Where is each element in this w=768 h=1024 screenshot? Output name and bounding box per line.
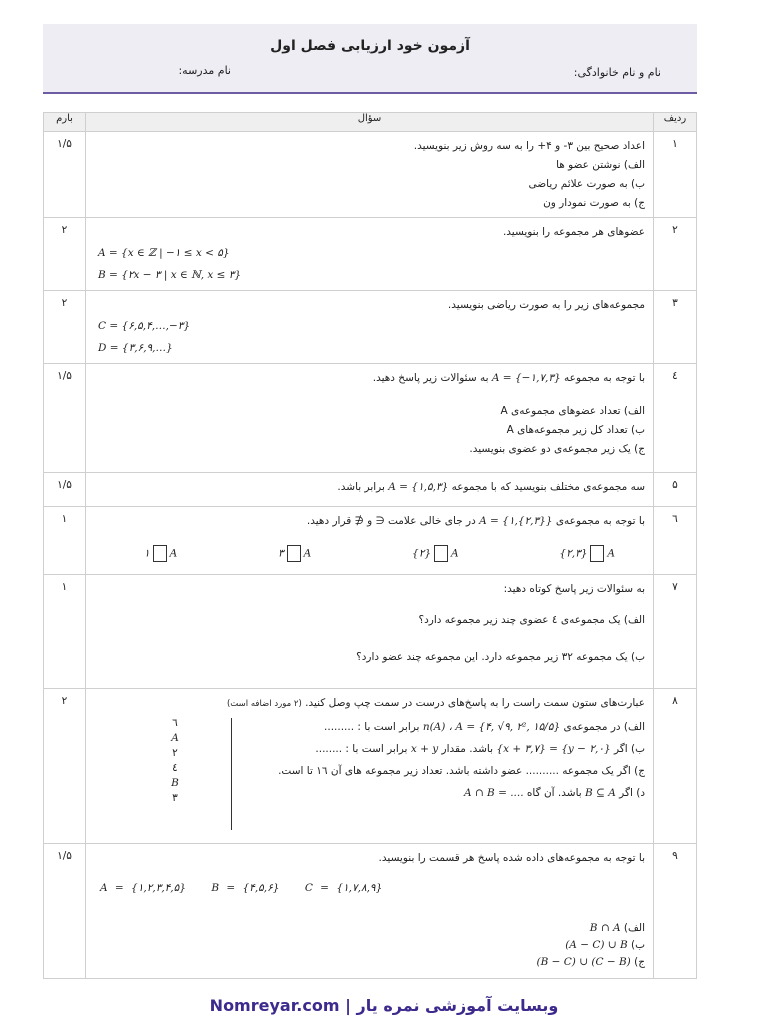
- question-text-post: در جای خالی علامت ∈ و ∉ قرار دهید.: [306, 515, 476, 527]
- question-row-1: [44, 132, 697, 218]
- set-a: A = {۱,{۲,۳}}: [479, 515, 553, 527]
- set-d: D = {۳,۶,۹,…}: [98, 342, 173, 354]
- question-row-2: [44, 218, 697, 291]
- question-score: ۱/۵: [44, 364, 86, 473]
- membership-item-2: ۳ A: [278, 545, 311, 562]
- exam-table: [43, 112, 697, 979]
- answer-box[interactable]: [590, 545, 604, 562]
- set-a: A = {۱,۲,۳,۴,۵}: [100, 882, 186, 894]
- student-name-label: نام و نام خانوادگی:: [573, 66, 661, 79]
- answer-option[interactable]: ۳: [172, 792, 178, 804]
- question-score: ۱: [44, 575, 86, 689]
- header-question: سؤال: [86, 113, 654, 132]
- answer-box[interactable]: [287, 545, 301, 562]
- question-part-c: ج) (B − C) ∪ (C − B): [536, 956, 645, 968]
- membership-item-4: {۲,۳} A: [559, 545, 615, 562]
- set-definition-b: B = {۲x − ۳ | x ∈ ℕ, x ≤ ۳}: [98, 269, 242, 281]
- question-cell: [86, 507, 654, 575]
- matching-answers: [160, 716, 190, 806]
- question-score: ۱: [44, 507, 86, 575]
- question-number: ٤: [654, 364, 697, 473]
- question-text: عبارت‌های ستون سمت راست را به پاسخ‌های درست در سمت چپ وصل کنید. (۲ مورد اضافه است): [226, 697, 645, 709]
- question-text: اعداد صحیح بین ۳- و ۴+ را به سه روش زیر بنویسید.: [413, 140, 645, 152]
- question-text-pre: سه مجموعه‌ی مختلف بنویسید که با مجموعه: [451, 481, 645, 493]
- question-score: ۲: [44, 218, 86, 291]
- exam-header: [43, 24, 697, 94]
- question-number: ۸: [654, 689, 697, 844]
- question-part-a: الف) یک مجموعه‌ی ٤ عضوی چند زیر مجموعه دارد؟: [418, 614, 645, 626]
- membership-items: [94, 531, 645, 564]
- question-text: به سئوالات زیر پاسخ کوتاه دهید:: [503, 583, 645, 595]
- answer-box[interactable]: [153, 545, 167, 562]
- question-row-4: [44, 364, 697, 473]
- question-cell: [86, 291, 654, 364]
- question-part-c: ج) یک زیر مجموعه‌ی دو عضوی بنویسید.: [469, 443, 645, 455]
- question-score: ۱/۵: [44, 844, 86, 979]
- question-row-6: [44, 507, 697, 575]
- question-number: ۷: [654, 575, 697, 689]
- statement-d: د) اگر B ⊆ A باشد. آن گاه A ∩ B = ....: [463, 787, 645, 799]
- question-number: ۱: [654, 132, 697, 218]
- question-text: [94, 478, 645, 497]
- given-sets: [94, 868, 645, 920]
- question-part-c: ج) به صورت نمودار ون: [543, 197, 645, 209]
- question-part-a: الف) تعداد عضوهای مجموعه‌ی A: [500, 405, 645, 417]
- question-row-7: [44, 575, 697, 689]
- question-cell: [86, 473, 654, 507]
- table-header-row: [44, 113, 697, 132]
- question-cell: [86, 844, 654, 979]
- set-a: A = {−۱,۷,۳}: [491, 372, 561, 384]
- exam-title: آزمون خود ارزیابی فصل اول: [270, 38, 470, 54]
- question-score: ۲: [44, 291, 86, 364]
- question-part-b: ب) به صورت علائم ریاضی: [528, 178, 645, 190]
- question-part-b: ب) تعداد کل زیر مجموعه‌های A: [506, 424, 645, 436]
- question-number: ۵: [654, 473, 697, 507]
- question-score: ۱/۵: [44, 473, 86, 507]
- matching-divider: [231, 718, 232, 830]
- question-cell: [86, 364, 654, 473]
- question-score: ۲: [44, 689, 86, 844]
- membership-item-1: ۱ A: [144, 545, 177, 562]
- question-number: ٦: [654, 507, 697, 575]
- question-number: ۲: [654, 218, 697, 291]
- question-cell: [86, 689, 654, 844]
- question-part-a: الف) نوشتن عضو ها: [556, 159, 645, 171]
- question-text: [94, 369, 645, 388]
- answer-option[interactable]: B: [171, 777, 179, 789]
- question-part-a: الف) B ∩ A: [589, 922, 645, 934]
- statement-a: الف) در مجموعه‌ی A = {۴, √۹, ۲², ۱۵/۵} n(A) ، برابر است با : .........: [324, 721, 645, 733]
- question-text: مجموعه‌های زیر را به صورت ریاضی بنویسید.: [447, 299, 645, 311]
- question-text-post: به سئوالات زیر پاسخ دهید.: [372, 372, 489, 384]
- matching-statements: [225, 716, 645, 804]
- question-cell: [86, 218, 654, 291]
- question-text-post: برابر باشد.: [337, 481, 385, 493]
- answer-option[interactable]: ٤: [172, 762, 178, 774]
- question-text: عضوهای هر مجموعه را بنویسید.: [502, 226, 645, 238]
- question-row-5: [44, 473, 697, 507]
- question-row-9: [44, 844, 697, 979]
- set-a: A = {۱,۵,۳}: [388, 481, 449, 493]
- question-text: [94, 512, 645, 531]
- question-text-pre: با توجه به مجموعه: [564, 372, 645, 384]
- set-c: C = {۶,۵,۴,…,−۳}: [98, 320, 191, 332]
- school-name-label: نام مدرسه:: [178, 64, 231, 77]
- answer-option[interactable]: ٦: [172, 717, 178, 729]
- header-row-number: ردیف: [654, 113, 697, 132]
- matching-area: [94, 714, 645, 834]
- question-text: با توجه به مجموعه‌های داده شده پاسخ هر قسمت را بنویسید.: [378, 852, 645, 864]
- question-row-3: [44, 291, 697, 364]
- statement-b: ب) اگر {x + ۳,۷} = {y − ۲,۰} باشد. مقدار x + y برابر است با : ........: [315, 743, 645, 755]
- question-note: (۲ مورد اضافه است): [226, 699, 302, 709]
- answer-option[interactable]: ۲: [172, 747, 178, 759]
- answer-box[interactable]: [434, 545, 448, 562]
- header-score: بارم: [44, 113, 86, 132]
- question-cell: [86, 575, 654, 689]
- question-part-b: ب) (A − C) ∪ B: [565, 939, 645, 951]
- answer-option[interactable]: A: [171, 732, 179, 744]
- question-score: ۱/۵: [44, 132, 86, 218]
- membership-item-3: {۲} A: [412, 545, 459, 562]
- question-cell: [86, 132, 654, 218]
- site-footer[interactable]: Nomreyar.com | وبسایت آموزشی نمره یار: [209, 996, 559, 1015]
- question-number: ۹: [654, 844, 697, 979]
- set-b: B = {۴,۵,۶}: [211, 882, 280, 894]
- question-number: ۳: [654, 291, 697, 364]
- set-definition-a: A = {x ∈ ℤ | −۱ ≤ x < ۵}: [98, 247, 230, 259]
- question-part-b: ب) یک مجموعه ۳۲ زیر مجموعه دارد. این مجموعه چند عضو دارد؟: [356, 651, 645, 663]
- question-text-pre: با توجه به مجموعه‌ی: [555, 515, 645, 527]
- set-c: C = {۱,۷,۸,۹}: [304, 882, 383, 894]
- question-row-8: [44, 689, 697, 844]
- statement-c: ج) اگر یک مجموعه .......... عضو داشته باشد. تعداد زیر مجموعه های آن ١٦ تا است.: [278, 765, 645, 777]
